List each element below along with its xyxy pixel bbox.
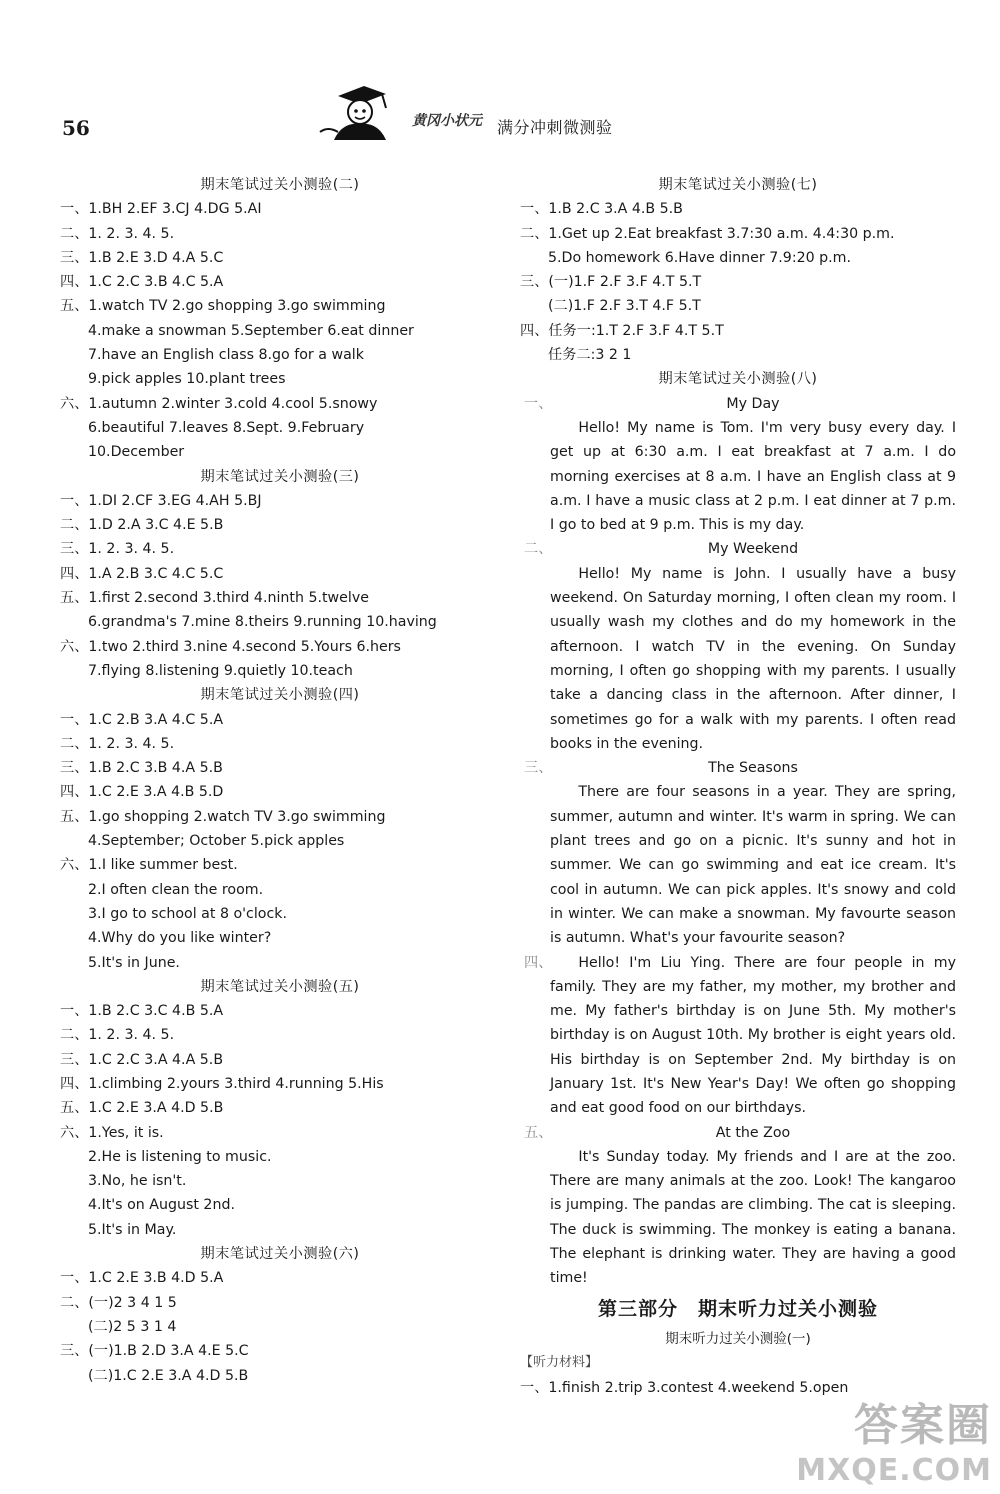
essay (520, 1121, 956, 1291)
answer-line: 四、1.C 2.C 3.B 4.C 5.A (60, 274, 224, 291)
answer-line: 二、1. 2. 3. 4. 5. (60, 1027, 175, 1044)
essay (520, 756, 956, 950)
essay-text: Hello! My name is Tom. I'm very busy every day. I get up at 6:30 a.m. I eat breakfast at 7 a.m. I do morning exercises at 8 a.m. I have an English class at 9 a.m. I have a music class at 2 p.m. I eat dinner at 7 p.m. I go to bed at 9 p.m. This is my day. (550, 419, 956, 534)
answer-line: (二)2 5 3 1 4 (88, 1318, 177, 1335)
answer-line: 3.No, he isn't. (88, 1173, 187, 1190)
answer-line: 3.I go to school at 8 o'clock. (88, 905, 288, 922)
answer-line: 五、1.first 2.second 3.third 4.ninth 5.twelve (60, 590, 369, 607)
essay-number: 五、 (524, 1124, 553, 1141)
answer-line: 二、1. 2. 3. 4. 5. (60, 735, 175, 752)
answer-line: 六、1.autumn 2.winter 3.cold 4.cool 5.snowy (60, 395, 378, 412)
essay (520, 392, 956, 538)
left-column (60, 173, 500, 1388)
answer-line: 六、1.I like summer best. (60, 857, 238, 874)
page-header (0, 80, 1000, 150)
answer-line: 一、1.B 2.C 3.C 4.B 5.A (60, 1003, 224, 1020)
essay (520, 537, 956, 756)
section-title: 期末笔试过关小测验(三) (200, 468, 360, 485)
watermark-url: MXQE.COM (796, 1453, 992, 1488)
answer-line: 4.September; October 5.pick apples (88, 833, 345, 850)
section-title: 期末笔试过关小测验(七) (658, 177, 818, 193)
answer-line: 一、1.C 2.B 3.A 4.C 5.A (60, 711, 224, 728)
brand-name: 黄冈小状元 (412, 113, 482, 129)
section-title: 期末笔试过关小测验(五) (200, 978, 360, 995)
answer-line: (二)1.F 2.F 3.T 4.F 5.T (548, 298, 701, 315)
answer-line: 六、1.two 2.third 3.nine 4.second 5.Yours 6.hers (60, 638, 401, 655)
answer-line: 二、1.D 2.A 3.C 4.E 5.B (60, 517, 224, 534)
answer-line: 7.flying 8.listening 9.quietly 10.teach (88, 662, 353, 679)
answer-line: 5.It's in May. (88, 1221, 177, 1238)
answer-line: 三、(一)1.F 2.F 3.F 4.T 5.T (520, 274, 702, 291)
answer-line: 2.He is listening to music. (88, 1148, 272, 1165)
answer-line: 五、1.C 2.E 3.A 4.D 5.B (60, 1100, 224, 1117)
answer-line: 三、1.C 2.C 3.A 4.A 5.B (60, 1051, 224, 1068)
answer-line: 二、1.Get up 2.Eat breakfast 3.7:30 a.m. 4.4:30 p.m. (520, 225, 895, 242)
essay (520, 951, 956, 1121)
answer-line: 三、(一)1.B 2.D 3.A 4.E 5.C (60, 1343, 249, 1360)
section-title: 期末笔试过关小测验(二) (200, 177, 360, 193)
answer-line: 一、1.B 2.C 3.A 4.B 5.B (520, 201, 683, 218)
answer-line: 五、1.go shopping 2.watch TV 3.go swimming (60, 808, 386, 825)
essay-number: 二、 (524, 541, 553, 558)
answer-line: 2.I often clean the room. (88, 881, 264, 898)
answer-line: 三、1.B 2.E 3.D 4.A 5.C (60, 249, 224, 266)
answer-line: 10.December (88, 444, 185, 461)
right-column (520, 173, 956, 1400)
section-title: 期末笔试过关小测验(六) (200, 1246, 360, 1263)
answer-line: 六、1.Yes, it is. (60, 1124, 164, 1141)
essay-number: 三、 (524, 760, 553, 777)
answer-line: 4.Why do you like winter? (88, 930, 272, 947)
answer-line: 二、1. 2. 3. 4. 5. (60, 225, 175, 242)
answer-line: 任务二:3 2 1 (548, 347, 632, 364)
answer-line: 4.It's on August 2nd. (88, 1197, 235, 1214)
answer-line: 四、任务一:1.T 2.F 3.F 4.T 5.T (520, 322, 724, 339)
answer-line: 9.pick apples 10.plant trees (88, 371, 286, 388)
answer-line: 一、1.C 2.E 3.B 4.D 5.A (60, 1270, 224, 1287)
answer-line: 四、1.C 2.E 3.A 4.B 5.D (60, 784, 224, 801)
essay-title: At the Zoo (715, 1124, 791, 1141)
essay-title: My Weekend (707, 541, 799, 558)
answer-line: 5.Do homework 6.Have dinner 7.9:20 p.m. (548, 249, 852, 266)
essay-title: My Day (726, 395, 780, 412)
essay-title: The Seasons (708, 760, 798, 777)
answer-line: 三、1. 2. 3. 4. 5. (60, 541, 175, 558)
watermark-logo: 答案圈 (854, 1400, 992, 1451)
watermark (796, 1389, 992, 1488)
answer-line: 6.beautiful 7.leaves 8.Sept. 9.February (88, 419, 365, 436)
answer-line: 四、1.climbing 2.yours 3.third 4.running 5.His (60, 1075, 384, 1092)
series-title: 满分冲刺微测验 (497, 118, 613, 137)
answer-line: 三、1.B 2.C 3.B 4.A 5.B (60, 760, 223, 777)
listening-material-label: 【听力材料】 (520, 1355, 599, 1371)
answer-line: 一、1.BH 2.EF 3.CJ 4.DG 5.AI (60, 201, 262, 218)
essay-text: Hello! My name is John. I usually have a busy weekend. On Saturday morning, I often clean my room. I usually wash my clothes and do my homework in the afternoon. I watch TV in the evening. On Sunday morning, I often go shopping with my parents. I usually take a dancing class in the afternoon. After dinner, I sometimes go for a walk with my parents. I often read books in the evening. (550, 565, 956, 752)
answer-line: 一、1.finish 2.trip 3.contest 4.weekend 5.open (520, 1379, 849, 1396)
section-title: 期末笔试过关小测验(四) (200, 687, 360, 704)
answer-line: 二、(一)2 3 4 1 5 (60, 1294, 177, 1311)
essay-text: It's Sunday today. My friends and I are at the zoo. There are many animals at the zoo. Look! The kangaroo is jumping. The pandas are climbing. The cat is sleeping. The duck is swimming. The monkey is eating a banana. The elephant is drinking water. They are having a good time! (550, 1148, 956, 1287)
section-title: 期末笔试过关小测验(八) (658, 371, 818, 388)
part-title: 第三部分 期末听力过关小测验 (597, 1297, 878, 1320)
answer-line: 五、1.watch TV 2.go shopping 3.go swimming (60, 298, 386, 315)
answer-line: 7.have an English class 8.go for a walk (88, 347, 364, 364)
essay-number: 一、 (524, 395, 553, 412)
answer-line: 4.make a snowman 5.September 6.eat dinner (88, 322, 414, 339)
answer-line: 四、1.A 2.B 3.C 4.C 5.C (60, 565, 224, 582)
essay-text: There are four seasons in a year. They are spring, summer, autumn and winter. It's warm in spring. We can plant trees and go on a picnic. It's sunny and hot in summer. We can go swimming and eat ice cream. It's cool in autumn. We can pick apples. It's snowy and cold in winter. We can make a snowman. My favourte season is autumn. What's your favourite season? (550, 784, 956, 947)
essay-number: 四、 (524, 954, 553, 971)
mascot-logo (316, 82, 406, 146)
page-number: 56 (62, 116, 90, 140)
section-title: 期末听力过关小测验(一) (665, 1330, 811, 1347)
answer-line: 6.grandma's 7.mine 8.theirs 9.running 10.having (88, 614, 437, 631)
answer-line: (二)1.C 2.E 3.A 4.D 5.B (88, 1367, 249, 1384)
answer-line: 一、1.DI 2.CF 3.EG 4.AH 5.BJ (60, 492, 262, 509)
essay-text: Hello! I'm Liu Ying. There are four people in my family. They are my father, my mother, my brother and me. My father's birthday is on June 5th. My mother's birthday is on August 10th. My brother is eight years old. His birthday is on September 2nd. My birthday is on January 1st. It's New Year's Day! We often go shopping and eat good food on our birthdays. (550, 954, 957, 1117)
answer-line: 5.It's in June. (88, 954, 180, 971)
